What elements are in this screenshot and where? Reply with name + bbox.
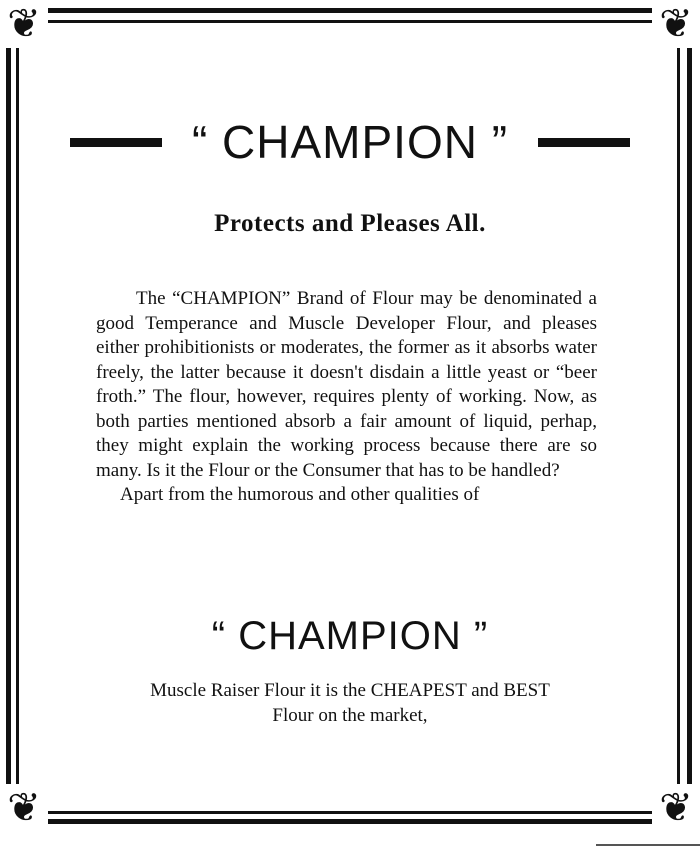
corner-ornament-bottom-right: ❦ [652, 784, 700, 832]
subtitle: Protects and Pleases All. [214, 210, 486, 237]
heading-rule-left [70, 138, 162, 147]
corner-ornament-top-left: ❦ [0, 0, 48, 48]
paragraph-2: Apart from the humorous and other qualities of [120, 484, 480, 505]
paragraph-1: The “CHAMPION” Brand of Flour may be denominated a good Temperance and Muscle Developer Flour, and pleases either prohibitionists or moderates, the former as it absorbs water freely, the latter because it doesn't disdain a little yeast or “beer froth.” The flour, however, requires plenty of working. Now, as both parties mentioned absorb a fair amount of liquid, perhap, they might explain the working process because there are so many. Is it the Flour or the Consumer that has to be handled? [96, 288, 597, 481]
heading-row [0, 112, 700, 172]
closing-text [0, 678, 700, 728]
corner-ornament-bottom-left: ❦ [0, 784, 48, 832]
corner-ornament-top-right: ❦ [652, 0, 700, 48]
footer-rule [596, 844, 700, 846]
second-heading: “ CHAMPION ” [211, 614, 489, 658]
body-text [96, 287, 597, 508]
closing-line-2: Flour on the market, [272, 705, 428, 726]
closing-line-1: Muscle Raiser Flour it is the CHEAPEST and BEST [150, 680, 550, 701]
heading-rule-right [538, 138, 630, 147]
page-title: “ CHAMPION ” [191, 116, 509, 168]
